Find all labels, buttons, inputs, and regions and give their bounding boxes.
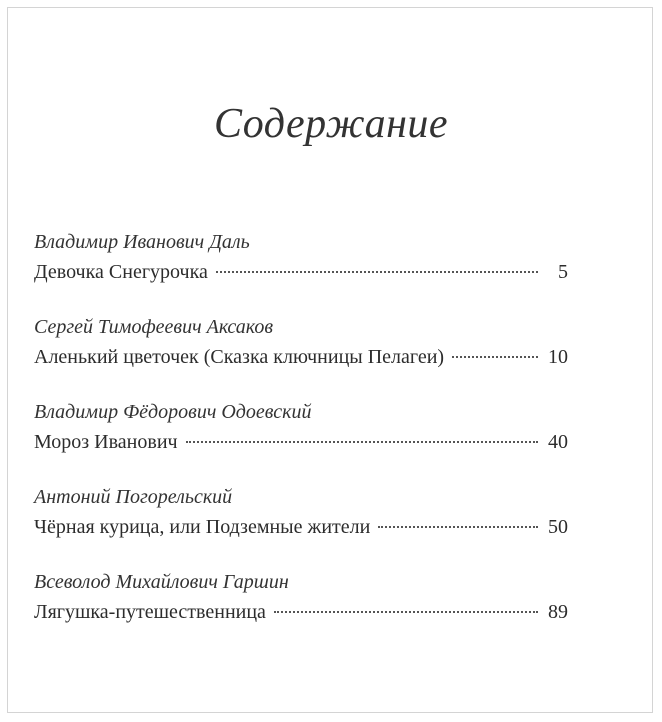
page-number: 5 bbox=[558, 261, 568, 283]
work-title: Чёрная курица, или Подземные жители bbox=[34, 516, 371, 538]
toc-entry bbox=[34, 397, 568, 457]
work-title: Лягушка-путешественница bbox=[34, 601, 266, 623]
page-number: 89 bbox=[548, 601, 568, 623]
author-name: Сергей Тимофеевич Аксаков bbox=[34, 316, 274, 338]
toc-entry bbox=[34, 312, 568, 372]
dot-leader bbox=[274, 611, 538, 613]
toc-line[interactable] bbox=[34, 257, 568, 287]
toc-entry bbox=[34, 227, 568, 287]
dot-leader bbox=[378, 526, 538, 528]
toc-line[interactable] bbox=[34, 427, 568, 457]
dot-leader bbox=[452, 356, 538, 358]
work-title: Аленький цветочек (Сказка ключницы Пелагеи) bbox=[34, 346, 445, 368]
toc-line[interactable] bbox=[34, 342, 568, 372]
dot-leader bbox=[186, 441, 538, 443]
toc-line[interactable] bbox=[34, 597, 568, 627]
work-title: Девочка Снегурочка bbox=[34, 261, 208, 283]
page-number: 10 bbox=[548, 346, 568, 368]
toc-entry bbox=[34, 482, 568, 542]
author-name: Антоний Погорельский bbox=[34, 486, 233, 508]
author-name: Всеволод Михайлович Гаршин bbox=[34, 571, 289, 593]
table-of-contents bbox=[34, 227, 568, 652]
page-number: 40 bbox=[548, 431, 568, 453]
dot-leader bbox=[216, 271, 538, 273]
toc-entry bbox=[34, 567, 568, 627]
author-name: Владимир Иванович Даль bbox=[34, 231, 250, 253]
toc-line[interactable] bbox=[34, 512, 568, 542]
page-number: 50 bbox=[548, 516, 568, 538]
work-title: Мороз Иванович bbox=[34, 431, 178, 453]
author-name: Владимир Фёдорович Одоевский bbox=[34, 401, 312, 423]
page-title: Содержание bbox=[213, 101, 449, 147]
